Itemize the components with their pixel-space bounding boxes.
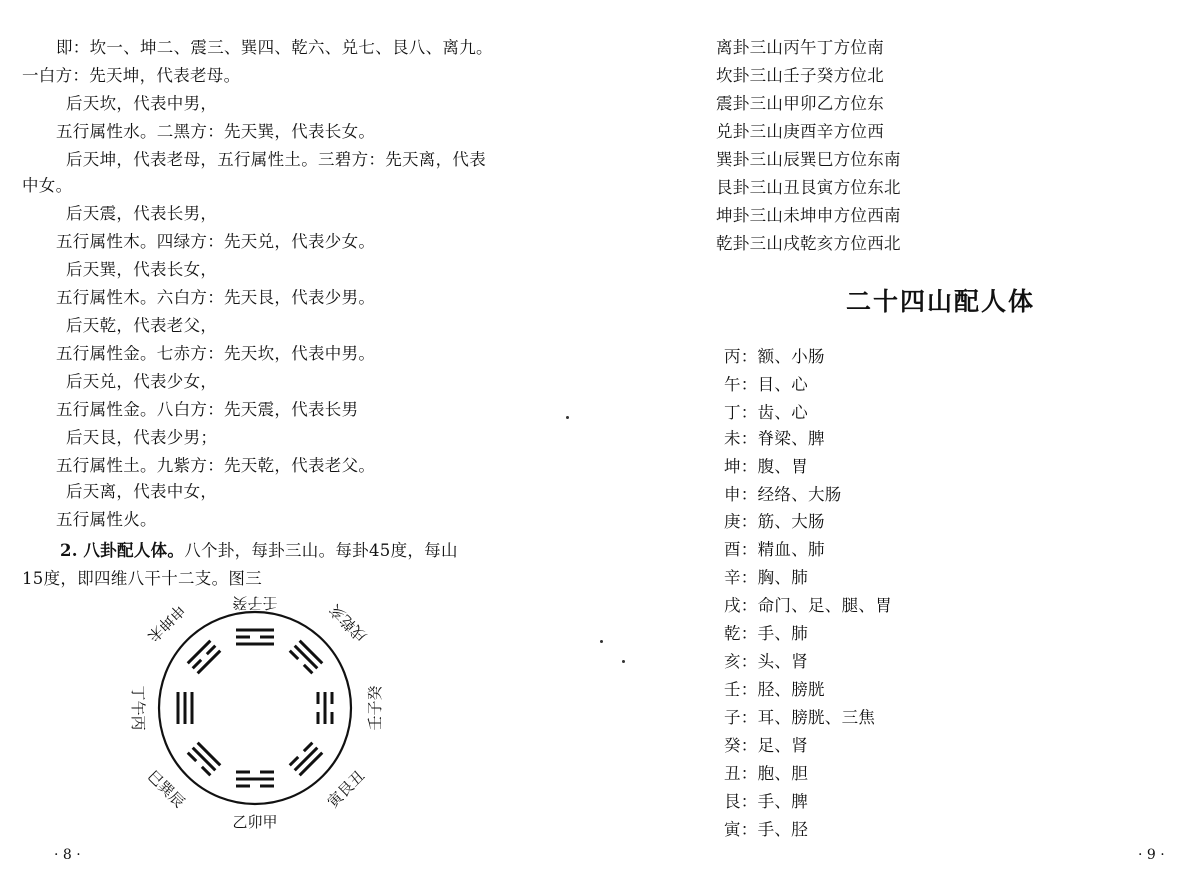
text-line: 五行属性水。二黑方：先天巽，代表长女。 <box>56 122 376 141</box>
section-heading: 二十四山配人体 <box>846 287 1036 316</box>
trigram-right <box>318 692 332 724</box>
body-map-item: 丑：胞、胆 <box>724 764 808 783</box>
text-line: 中女。 <box>22 176 73 195</box>
trigram-top-left <box>188 641 221 674</box>
text-line: 后天乾，代表老父， <box>66 316 218 335</box>
label-left: 丁午丙 <box>129 685 147 731</box>
section-number: 2. <box>60 541 78 560</box>
text-line: 五行属性木。四绿方：先天兑，代表少女。 <box>56 232 376 251</box>
left-page <box>0 0 590 873</box>
text-line: 后天离，代表中女， <box>66 482 218 501</box>
body-map-item: 午：目、心 <box>724 375 808 394</box>
trigram-line: 乾卦三山戌乾亥方位西北 <box>716 234 901 253</box>
body-map-item: 乾：手、肺 <box>724 624 808 643</box>
text-line: 后天艮，代表少男； <box>66 428 218 447</box>
trigram-line: 离卦三山丙午丁方位南 <box>716 38 884 57</box>
trigram-left <box>178 692 192 724</box>
scan-speck <box>566 416 569 419</box>
body-map-item: 辛：胸、肺 <box>724 568 808 587</box>
body-map-item: 丁：齿、心 <box>724 403 808 422</box>
label-top-right: 戌乾亥 <box>325 600 371 646</box>
trigram-bottom-left <box>188 743 221 776</box>
page-number-right: · 9 · <box>1138 847 1165 863</box>
body-map-item: 坤：腹、胃 <box>724 457 808 476</box>
text-line: 五行属性金。八白方：先天震，代表长男 <box>56 400 359 419</box>
section-text-continued: 15度，即四维八干十二支。图三 <box>22 569 262 588</box>
label-top-left: 申坤未 <box>143 600 189 646</box>
trigram-line: 艮卦三山丑艮寅方位东北 <box>716 178 901 197</box>
text-line: 一白方：先天坤，代表老母。 <box>22 66 241 85</box>
trigram-line: 坎卦三山壬子癸方位北 <box>716 66 884 85</box>
bagua-outer-circle <box>159 612 351 804</box>
scan-speck <box>622 660 625 663</box>
body-map-item: 酉：精血、肺 <box>724 540 825 559</box>
section-title: 八卦配人体。 <box>83 541 185 560</box>
label-bottom-right: 寅艮丑 <box>323 766 369 812</box>
trigram-top <box>236 630 274 644</box>
trigram-top-right <box>290 641 323 674</box>
trigram-line: 巽卦三山辰巽巳方位东南 <box>716 150 901 169</box>
text-line: 后天巽，代表长女， <box>66 260 218 279</box>
trigram-line: 兑卦三山庚酉辛方位西 <box>716 122 884 141</box>
body-map-item: 壬：胫、膀胱 <box>724 680 825 699</box>
trigram-line: 震卦三山甲卯乙方位东 <box>716 94 884 113</box>
text-line: 后天兑，代表少女， <box>66 372 218 391</box>
trigram-bottom-right <box>290 743 323 776</box>
scan-speck <box>600 640 603 643</box>
section-line <box>60 541 458 561</box>
text-line: 五行属性木。六白方：先天艮，代表少男。 <box>56 288 376 307</box>
body-map-item: 未：脊梁、脾 <box>724 429 825 448</box>
label-top: 壬子癸 <box>232 594 278 612</box>
label-right: 壬子癸 <box>366 685 384 731</box>
body-map-item: 子：耳、膀胱、三焦 <box>724 708 876 727</box>
text-line: 后天震，代表长男， <box>66 204 218 223</box>
text-line: 即：坎一、坤二、震三、巽四、乾六、兑七、艮八、离九。 <box>56 38 493 57</box>
page-number-left: · 8 · <box>54 847 81 863</box>
body-map-item: 申：经络、大肠 <box>724 485 842 504</box>
body-map-item: 丙：额、小肠 <box>724 347 825 366</box>
body-map-item: 亥：头、肾 <box>724 652 808 671</box>
text-line: 五行属性火。 <box>56 510 157 529</box>
label-bottom: 乙卯甲 <box>232 813 278 831</box>
body-map-item: 戌：命门、足、腿、胃 <box>724 596 892 615</box>
label-bottom-left: 巳巽辰 <box>143 766 189 812</box>
trigram-line: 坤卦三山未坤申方位西南 <box>716 206 901 225</box>
section-text: 八个卦，每卦三山。每卦45度，每山 <box>184 541 458 560</box>
bagua-diagram <box>120 588 390 838</box>
text-line: 五行属性金。七赤方：先天坎，代表中男。 <box>56 344 376 363</box>
body-map-item: 癸：足、肾 <box>724 736 808 755</box>
text-line: 五行属性土。九紫方：先天乾，代表老父。 <box>56 456 376 475</box>
body-map-item: 寅：手、胫 <box>724 820 808 839</box>
body-map-item: 庚：筋、大肠 <box>724 512 825 531</box>
body-map-item: 艮：手、脾 <box>724 792 808 811</box>
text-line: 后天坎，代表中男， <box>66 94 218 113</box>
right-page <box>590 0 1185 873</box>
text-line: 后天坤，代表老母，五行属性土。三碧方：先天离，代表 <box>66 150 486 169</box>
trigram-bottom <box>236 772 274 786</box>
